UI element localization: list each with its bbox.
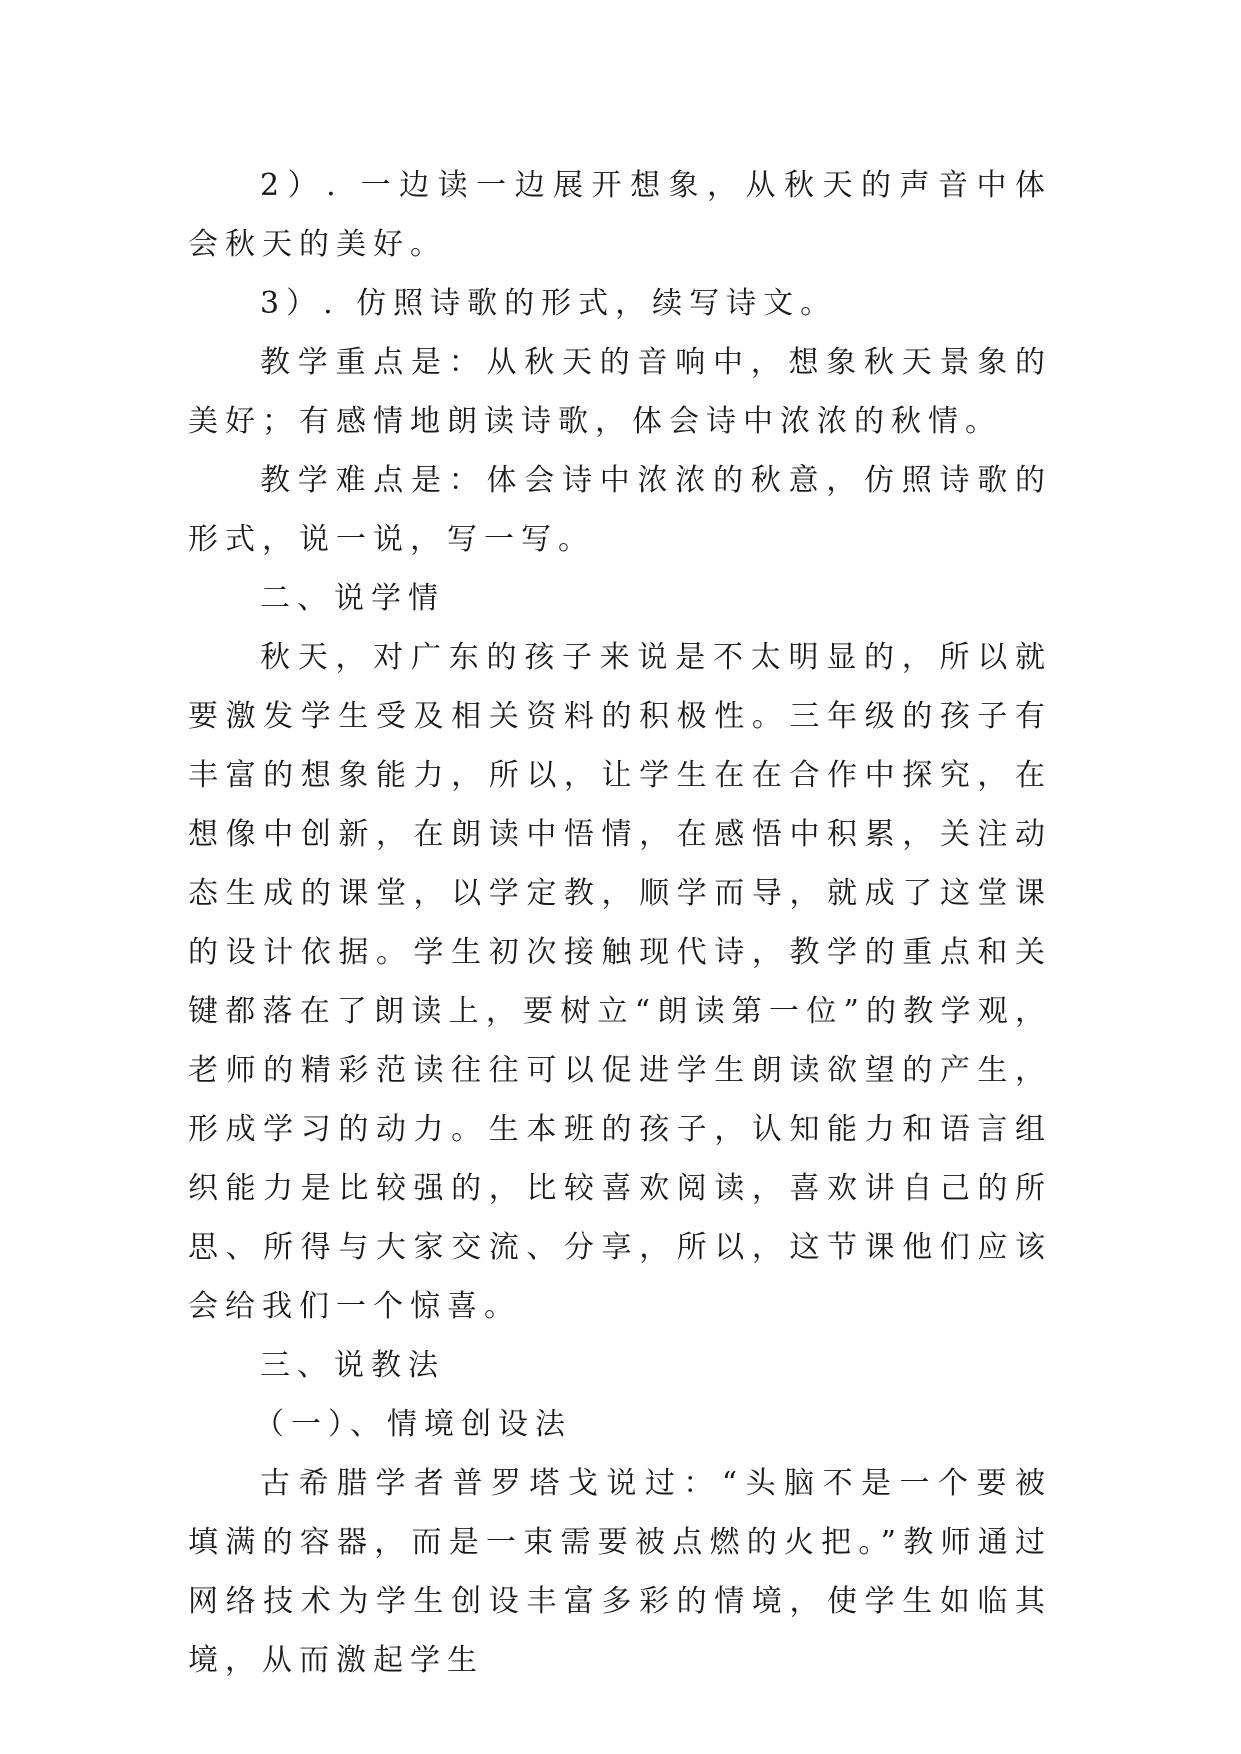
objective-3: 3）. 仿照诗歌的形式，续写诗文。	[260, 286, 838, 321]
section-heading-learner-analysis: 二、说学情	[260, 581, 445, 616]
subsection-heading-situation-method: （一）、情境创设法	[254, 1407, 572, 1442]
teaching-focus: 教学重点是：从秋天的音响中，想象秋天景象的美好；有感情地朗读诗歌，体会诗中浓浓的秋情。	[188, 345, 1052, 439]
document-body	[188, 156, 1052, 1690]
situation-method-paragraph: 古希腊学者普罗塔戈说过：“头脑不是一个要被填满的容器，而是一束需要被点燃的火把。”教师通过网络技术为学生创设丰富多彩的情境，使学生如临其境，从而激起学生	[188, 1466, 1052, 1678]
section-heading-teaching-methods: 三、说教法	[260, 1348, 445, 1383]
teaching-difficulty: 教学难点是：体会诗中浓浓的秋意，仿照诗歌的形式，说一说，写一写。	[188, 463, 1052, 557]
objective-2: 2）. 一边读一边展开想象，从秋天的声音中体会秋天的美好。	[188, 168, 1052, 262]
learner-analysis-paragraph: 秋天，对广东的孩子来说是不太明显的，所以就要激发学生受及相关资料的积极性。三年级的孩子有丰富的想象能力，所以，让学生在在合作中探究，在想像中创新，在朗读中悟情，在感悟中积累，关注动态生成的课堂，以学定教，顺学而导，就成了这堂课的设计依据。学生初次接触现代诗，教学的重点和关键都落在了朗读上，要树立“朗读第一位”的教学观，老师的精彩范读往往可以促进学生朗读欲望的产生，形成学习的动力。生本班的孩子，认知能力和语言组织能力是比较强的，比较喜欢阅读，喜欢讲自己的所思、所得与大家交流、分享，所以，这节课他们应该会给我们一个惊喜。	[188, 640, 1052, 1324]
